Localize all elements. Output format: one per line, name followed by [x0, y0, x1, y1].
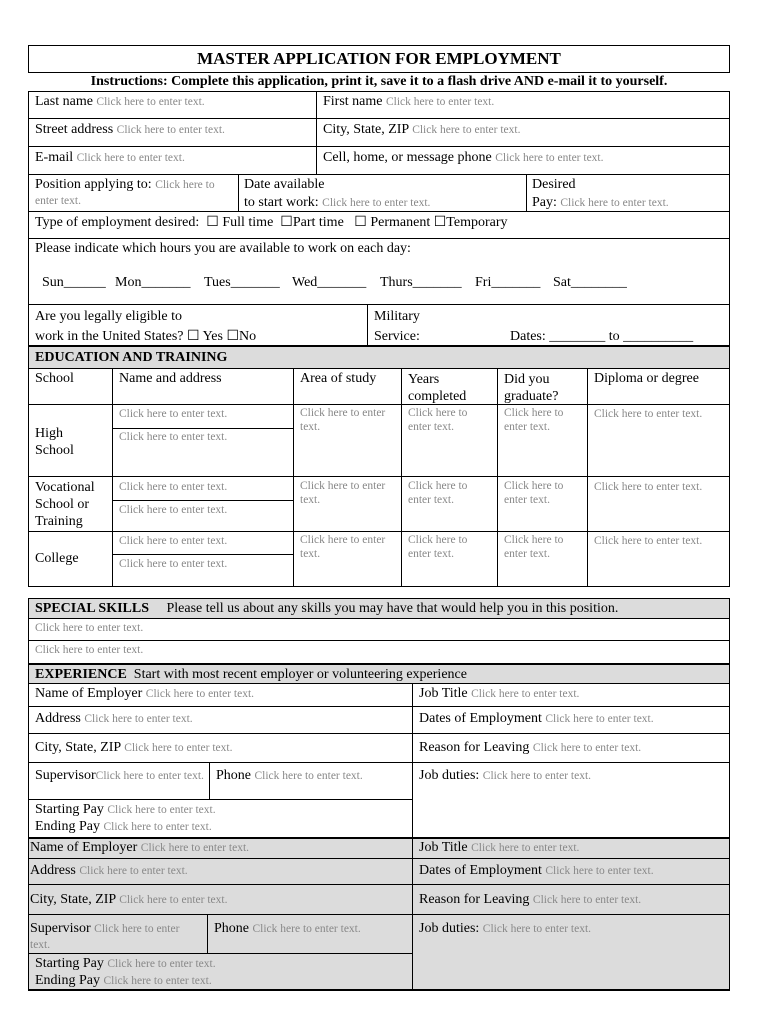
emp1-starting-pay-placeholder: Click here to enter text.	[107, 804, 216, 816]
emp1-employer-field[interactable]	[35, 686, 254, 702]
emp2-city-placeholder: Click here to enter text.	[119, 894, 228, 906]
skills-field-2[interactable]: Click here to enter text.	[35, 644, 144, 656]
street-placeholder: Click here to enter text.	[116, 124, 225, 136]
skills-header-row	[35, 601, 618, 617]
last-name-label: Last name	[35, 94, 93, 109]
skills-field-1[interactable]: Click here to enter text.	[35, 622, 144, 634]
voc-years-field[interactable]: Click here to enter text.	[408, 480, 468, 506]
first-name-field[interactable]	[323, 94, 494, 110]
college-name-field[interactable]: Click here to enter text.	[119, 535, 228, 547]
emp1-job-title-label: Job Title	[419, 686, 468, 701]
emp1-reason-label: Reason for Leaving	[419, 740, 530, 755]
no-label: No	[239, 329, 257, 344]
col-school: School	[35, 371, 74, 386]
emp1-phone-placeholder: Click here to enter text.	[254, 770, 363, 782]
day-tues[interactable]: Tues_______	[204, 275, 280, 290]
day-fri[interactable]: Fri_______	[475, 275, 541, 290]
emp2-dates-field[interactable]	[419, 863, 654, 879]
full-time-label: Full time	[222, 215, 274, 230]
emp1-duties-placeholder: Click here to enter text.	[482, 770, 592, 782]
emp1-supervisor-placeholder: Click here to enter text.	[95, 770, 204, 782]
emp2-address-label: Address	[30, 863, 76, 878]
desired-pay-field[interactable]	[532, 195, 669, 211]
day-sat[interactable]: Sat________	[553, 275, 627, 290]
desired-pay-label-2: Pay:	[532, 195, 557, 210]
emp1-address-field[interactable]	[35, 711, 193, 727]
day-mon[interactable]: Mon_______	[115, 275, 191, 290]
emp1-phone-field[interactable]	[216, 768, 363, 784]
emp2-job-title-placeholder: Click here to enter text.	[471, 842, 580, 854]
emp1-starting-pay-label: Starting Pay	[35, 802, 104, 817]
emp1-dates-label: Dates of Employment	[419, 711, 542, 726]
emp1-ending-pay-field[interactable]	[35, 819, 212, 835]
emp1-supervisor-field[interactable]	[35, 768, 205, 784]
first-name-placeholder: Click here to enter text.	[386, 96, 495, 108]
college-address-field[interactable]: Click here to enter text.	[119, 558, 228, 570]
col-graduated: Did you graduate?	[504, 372, 559, 404]
full-time-checkbox[interactable]: ☐	[206, 215, 219, 230]
employment-type-row	[35, 215, 508, 231]
emp2-address-field[interactable]	[30, 863, 188, 879]
emp2-supervisor-label: Supervisor	[30, 921, 91, 936]
voc-address-field[interactable]: Click here to enter text.	[119, 504, 228, 516]
emp1-reason-placeholder: Click here to enter text.	[532, 742, 642, 754]
emp1-job-title-placeholder: Click here to enter text.	[471, 688, 580, 700]
city-placeholder: Click here to enter text.	[412, 124, 521, 136]
row-vocational: Vocational School or Training	[35, 480, 95, 529]
emp1-dates-placeholder: Click here to enter text.	[545, 713, 654, 725]
date-available-placeholder: Click here to enter text.	[322, 197, 431, 209]
experience-prompt: Start with most recent employer or volunteering experience	[133, 667, 467, 682]
emp2-dates-placeholder: Click here to enter text.	[545, 865, 654, 877]
emp1-duties-field[interactable]	[419, 768, 591, 784]
voc-graduated-field[interactable]: Click here to enter text.	[504, 480, 564, 506]
emp1-starting-pay-field[interactable]	[35, 802, 216, 818]
row-college: College	[35, 551, 79, 566]
instructions: Instructions: Complete this application, print it, save it to a flash drive AND e-mail it to yourself.	[90, 74, 668, 89]
desired-pay-placeholder: Click here to enter text.	[560, 197, 669, 209]
part-time-checkbox[interactable]: ☐	[280, 215, 293, 230]
position-label: Position applying to:	[35, 177, 152, 192]
experience-header-row	[35, 667, 467, 683]
emp1-employer-placeholder: Click here to enter text.	[145, 688, 255, 700]
military-label: Military	[374, 309, 420, 324]
college-years-field[interactable]: Click here to enter text.	[408, 534, 468, 560]
emp2-duties-label: Job duties:	[419, 921, 480, 936]
emp2-employer-field[interactable]	[30, 840, 249, 856]
street-address-field[interactable]	[35, 122, 225, 138]
emp2-address-placeholder: Click here to enter text.	[79, 865, 188, 877]
emp2-supervisor-field[interactable]	[30, 921, 202, 953]
emp2-duties-field[interactable]	[419, 921, 591, 937]
emp1-job-title-field[interactable]	[419, 686, 579, 702]
experience-header: EXPERIENCE	[35, 667, 127, 682]
permanent-label: Permanent	[370, 215, 431, 230]
emp2-reason-field[interactable]	[419, 892, 641, 908]
eligibility-label-2: work in the United States?	[35, 329, 184, 344]
emp1-reason-field[interactable]	[419, 740, 641, 756]
emp2-starting-pay-field[interactable]	[35, 956, 216, 972]
emp1-address-placeholder: Click here to enter text.	[84, 713, 193, 725]
hs-years-field[interactable]: Click here to enter text.	[408, 407, 468, 433]
title-box	[28, 45, 730, 73]
emp2-ending-pay-label: Ending Pay	[35, 973, 100, 988]
emp1-city-label: City, State, ZIP	[35, 740, 121, 755]
col-area-of-study: Area of study	[300, 371, 377, 386]
emp1-phone-label: Phone	[216, 768, 251, 783]
emp2-dates-label: Dates of Employment	[419, 863, 542, 878]
emp2-duties-placeholder: Click here to enter text.	[482, 923, 592, 935]
email-placeholder: Click here to enter text.	[76, 152, 185, 164]
emp1-city-field[interactable]	[35, 740, 232, 756]
emp1-duties-label: Job duties:	[419, 768, 480, 783]
yes-label: Yes	[202, 329, 223, 344]
emp2-phone-label: Phone	[214, 921, 249, 936]
voc-diploma-field[interactable]: Click here to enter text.	[594, 481, 703, 493]
temporary-checkbox[interactable]: ☐	[433, 215, 447, 230]
hs-graduated-field[interactable]: Click here to enter text.	[504, 407, 564, 433]
date-available-label-2: to start work:	[244, 195, 319, 210]
college-graduated-field[interactable]: Click here to enter text.	[504, 534, 564, 560]
first-name-label: First name	[323, 94, 383, 109]
no-checkbox[interactable]: ☐	[226, 329, 240, 344]
hours-prompt: Please indicate which hours you are available to work on each day:	[35, 241, 411, 256]
desired-pay-label: Desired	[532, 177, 576, 192]
hs-address-field[interactable]: Click here to enter text.	[119, 431, 228, 443]
employment-type-label: Type of employment desired:	[35, 215, 200, 230]
part-time-label: Part time	[292, 215, 344, 230]
college-area-field[interactable]: Click here to enter text.	[300, 534, 386, 560]
emp2-supervisor-placeholder: Click here to enter text.	[30, 923, 180, 951]
emp2-phone-placeholder: Click here to enter text.	[252, 923, 361, 935]
eligibility-label: Are you legally eligible to	[35, 309, 182, 324]
page-title: MASTER APPLICATION FOR EMPLOYMENT	[197, 49, 561, 68]
hs-name-field[interactable]: Click here to enter text.	[119, 408, 228, 420]
emp1-address-label: Address	[35, 711, 81, 726]
phone-label: Cell, home, or message phone	[323, 150, 492, 165]
emp2-reason-label: Reason for Leaving	[419, 892, 530, 907]
emp1-employer-label: Name of Employer	[35, 686, 143, 701]
emp1-supervisor-label: Supervisor	[35, 768, 96, 783]
temporary-label: Temporary	[446, 215, 508, 230]
emp2-starting-pay-placeholder: Click here to enter text.	[107, 958, 216, 970]
col-years-completed: Years completed	[408, 372, 467, 404]
city-state-zip-field[interactable]	[323, 122, 520, 138]
emp2-employer-label: Name of Employer	[30, 840, 138, 855]
emp1-dates-field[interactable]	[419, 711, 654, 727]
city-label: City, State, ZIP	[323, 122, 409, 137]
emp2-city-label: City, State, ZIP	[30, 892, 116, 907]
last-name-field[interactable]	[35, 94, 205, 110]
day-wed[interactable]: Wed_______	[292, 275, 367, 290]
last-name-placeholder: Click here to enter text.	[96, 96, 205, 108]
position-field[interactable]	[35, 177, 235, 209]
military-dates[interactable]: Dates: ________ to __________	[510, 329, 694, 344]
row-high-school: High School	[35, 426, 74, 458]
emp2-job-title-label: Job Title	[419, 840, 468, 855]
emp1-ending-pay-label: Ending Pay	[35, 819, 100, 834]
phone-placeholder: Click here to enter text.	[495, 152, 604, 164]
col-name-address: Name and address	[119, 371, 222, 386]
hs-diploma-field[interactable]: Click here to enter text.	[594, 408, 703, 420]
date-available-label: Date available	[244, 177, 325, 192]
emp2-starting-pay-label: Starting Pay	[35, 956, 104, 971]
day-sun[interactable]: Sun______	[42, 275, 106, 290]
emp2-reason-placeholder: Click here to enter text.	[532, 894, 642, 906]
emp2-city-field[interactable]	[30, 892, 227, 908]
street-address-label: Street address	[35, 122, 114, 137]
date-available-field[interactable]	[244, 195, 430, 211]
email-field[interactable]	[35, 150, 185, 166]
emp2-job-title-field[interactable]	[419, 840, 579, 856]
emp2-ending-pay-field[interactable]	[35, 973, 212, 989]
phone-field[interactable]	[323, 150, 604, 166]
emp1-city-placeholder: Click here to enter text.	[124, 742, 233, 754]
position-placeholder: Click here to enter text.	[35, 179, 215, 207]
voc-area-field[interactable]: Click here to enter text.	[300, 480, 386, 506]
skills-header: SPECIAL SKILLS	[35, 601, 149, 616]
emp2-employer-placeholder: Click here to enter text.	[140, 842, 250, 854]
voc-name-field[interactable]: Click here to enter text.	[119, 481, 228, 493]
hs-area-field[interactable]: Click here to enter text.	[300, 407, 386, 433]
military-service-label: Service:	[374, 329, 420, 344]
eligibility-row	[35, 329, 256, 345]
emp2-ending-pay-placeholder: Click here to enter text.	[103, 975, 212, 987]
emp1-ending-pay-placeholder: Click here to enter text.	[103, 821, 212, 833]
email-label: E-mail	[35, 150, 74, 165]
skills-prompt: Please tell us about any skills you may have that would help you in this position.	[166, 601, 619, 616]
permanent-checkbox[interactable]: ☐	[354, 215, 367, 230]
yes-checkbox[interactable]: ☐	[187, 329, 200, 344]
college-diploma-field[interactable]: Click here to enter text.	[594, 535, 703, 547]
col-diploma: Diploma or degree	[594, 371, 699, 386]
education-header: EDUCATION AND TRAINING	[35, 350, 228, 365]
day-thurs[interactable]: Thurs_______	[380, 275, 462, 290]
emp2-phone-field[interactable]	[214, 921, 361, 937]
